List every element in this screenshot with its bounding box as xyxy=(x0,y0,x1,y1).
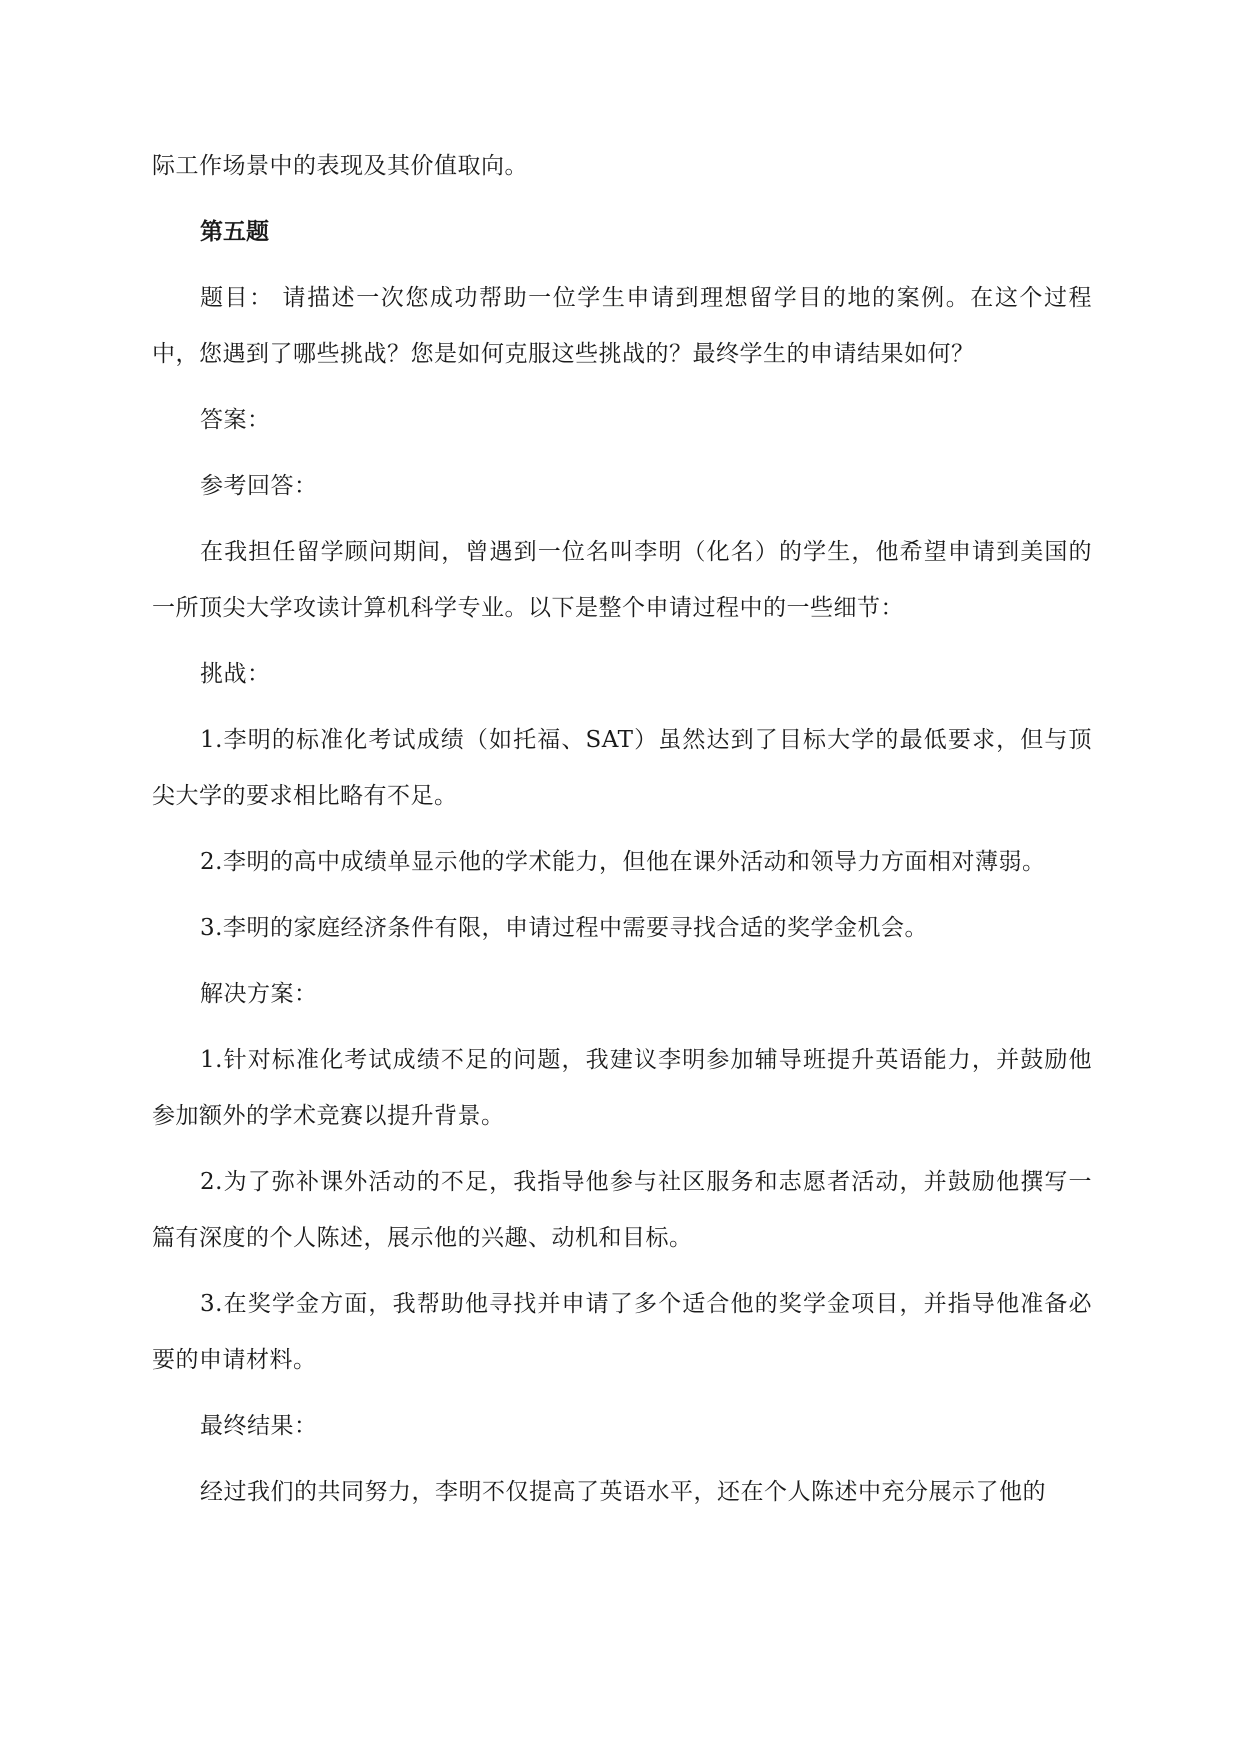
final-result-paragraph: 经过我们的共同努力，李明不仅提高了英语水平，还在个人陈述中充分展示了他的 xyxy=(200,1479,1046,1505)
challenge-item-2: 2.李明的高中成绩单显示他的学术能力，但他在课外活动和领导力方面相对薄弱。 xyxy=(200,849,1046,875)
solution-item-3: 3.在奖学金方面，我帮助他寻找并申请了多个适合他的奖学金项目，并指导他准备必要的申请材料。 xyxy=(152,1291,1092,1373)
challenge-item-3: 3.李明的家庭经济条件有限，申请过程中需要寻找合适的奖学金机会。 xyxy=(200,915,928,941)
solution-item-2: 2.为了弥补课外活动的不足，我指导他参与社区服务和志愿者活动，并鼓励他撰写一篇有深度的个人陈述，展示他的兴趣、动机和目标。 xyxy=(152,1169,1092,1251)
question-paragraph: 题目： 请描述一次您成功帮助一位学生申请到理想留学目的地的案例。在这个过程中，您遇到了哪些挑战？您是如何克服这些挑战的？最终学生的申请结果如何？ xyxy=(152,285,1092,367)
challenges-label: 挑战： xyxy=(200,661,271,687)
challenge-item-1: 1.李明的标准化考试成绩（如托福、SAT）虽然达到了目标大学的最低要求，但与顶尖大学的要求相比略有不足。 xyxy=(152,727,1092,809)
solution-item-1: 1.针对标准化考试成绩不足的问题，我建议李明参加辅导班提升英语能力，并鼓励他参加额外的学术竞赛以提升背景。 xyxy=(152,1047,1092,1129)
section-heading: 第五题 xyxy=(200,219,269,245)
paragraph-continuation: 际工作场景中的表现及其价值取向。 xyxy=(152,153,528,179)
document-body xyxy=(152,138,1092,1530)
final-result-label: 最终结果： xyxy=(200,1413,318,1439)
case-intro-paragraph: 在我担任留学顾问期间，曾遇到一位名叫李明（化名）的学生，他希望申请到美国的一所顶尖大学攻读计算机科学专业。以下是整个申请过程中的一些细节： xyxy=(152,539,1092,621)
reference-answer-label: 参考回答： xyxy=(200,473,318,499)
answer-label: 答案： xyxy=(200,407,271,433)
solutions-label: 解决方案： xyxy=(200,981,318,1007)
